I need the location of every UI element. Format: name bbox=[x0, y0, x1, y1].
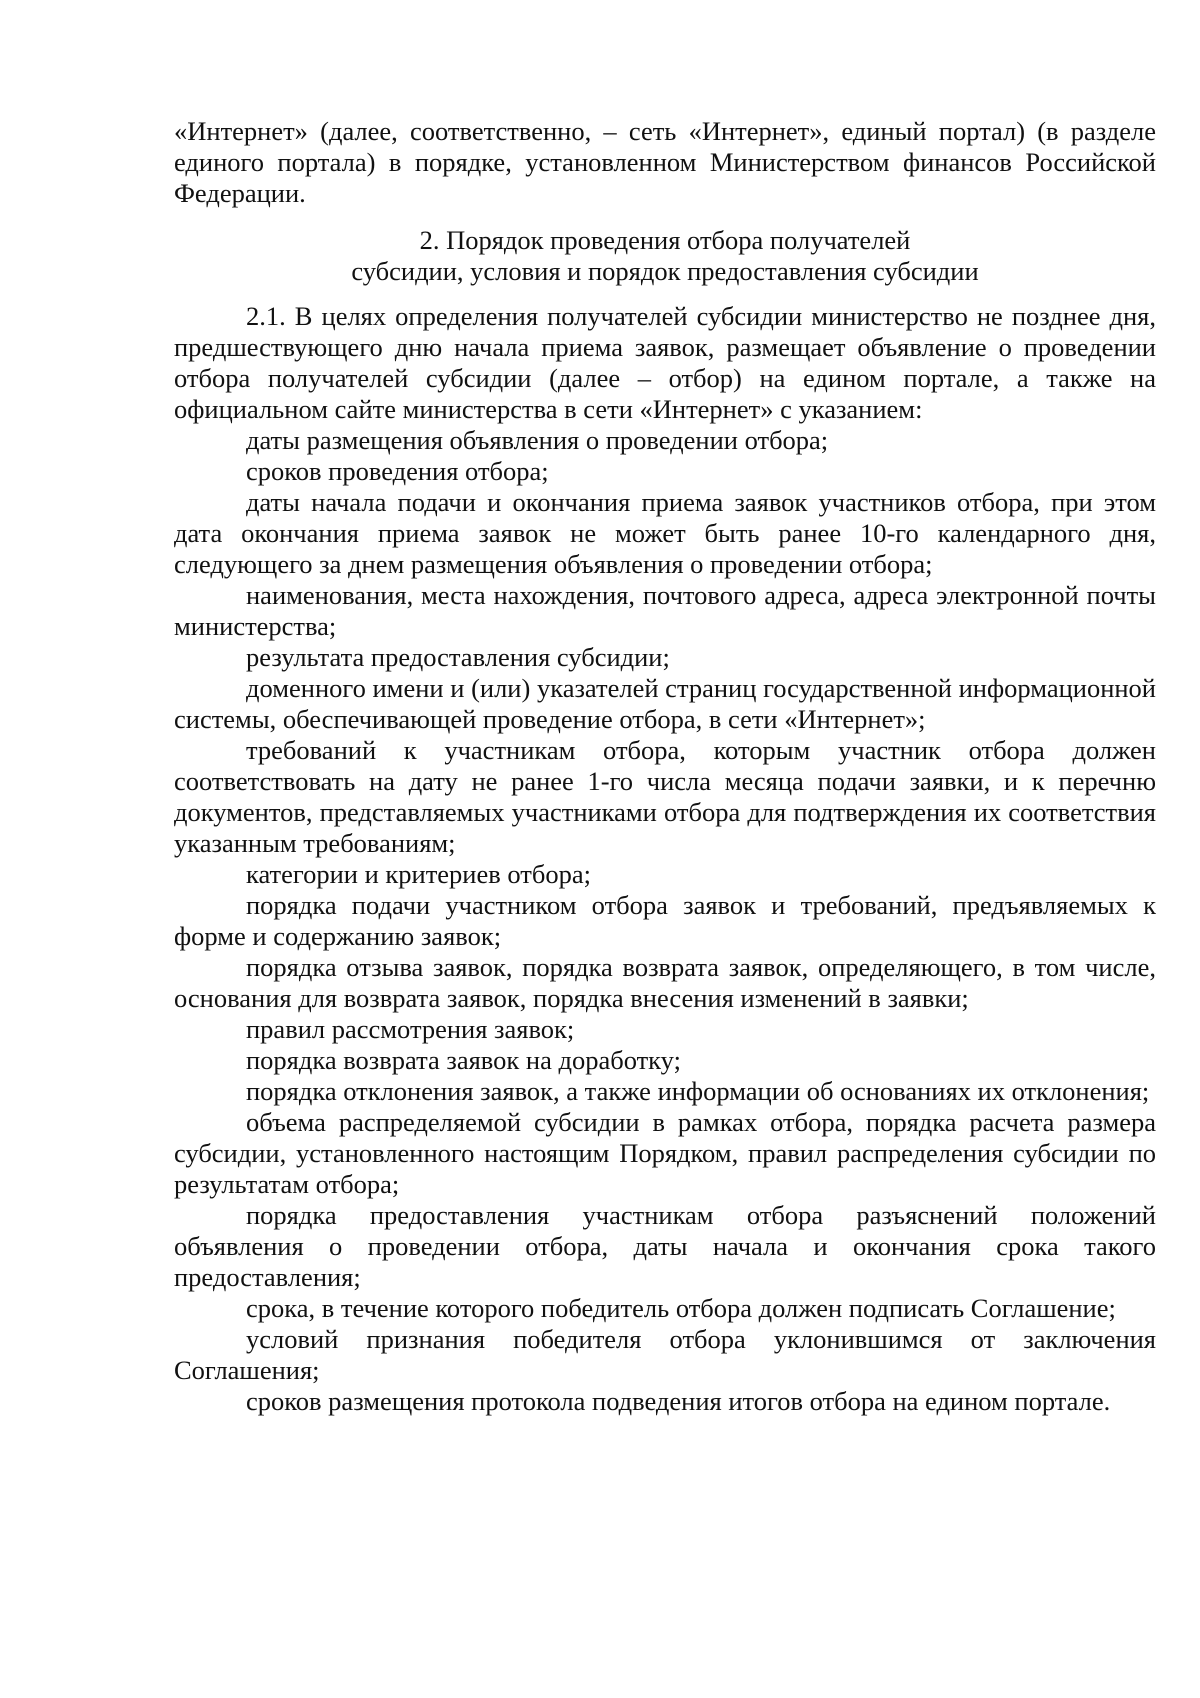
list-item: срока, в течение которого победитель отбора должен подписать Соглашение; bbox=[246, 1293, 1116, 1323]
list-item: даты размещения объявления о проведении отбора; bbox=[246, 425, 829, 455]
list-item: сроков размещения протокола подведения итогов отбора на едином портале. bbox=[246, 1386, 1111, 1416]
list-item: сроков проведения отбора; bbox=[246, 456, 549, 486]
list-item: правил рассмотрения заявок; bbox=[246, 1014, 575, 1044]
list-item: порядка возврата заявок на доработку; bbox=[246, 1045, 681, 1075]
list-item: требований к участникам отбора, которым участник отбора должен соответствовать на дату не ранее 1-го числа месяца подачи заявки, и к перечню документов, представляемых участниками отбора для подтверждения их соответствия указанным требованиям; bbox=[174, 735, 1156, 858]
list-item: наименования, места нахождения, почтового адреса, адреса электронной почты министерства; bbox=[174, 580, 1156, 641]
section-heading-line-1: 2. Порядок проведения отбора получателей bbox=[419, 225, 911, 255]
list-item: доменного имени и (или) указателей страниц государственной информационной системы, обеспечивающей проведение отбора, в сети «Интернет»; bbox=[174, 673, 1156, 734]
list-item: порядка отклонения заявок, а также информации об основаниях их отклонения; bbox=[246, 1076, 1150, 1106]
list-item: даты начала подачи и окончания приема заявок участников отбора, при этом дата окончания приема заявок не может быть ранее 10-го календарного дня, следующего за днем размещения объявления о проведении отбора; bbox=[174, 487, 1156, 579]
list-item: порядка подачи участником отбора заявок и требований, предъявляемых к форме и содержанию заявок; bbox=[174, 890, 1156, 951]
list-item: объема распределяемой субсидии в рамках отбора, порядка расчета размера субсидии, установленного настоящим Порядком, правил распределения субсидии по результатам отбора; bbox=[174, 1107, 1156, 1199]
list-item: условий признания победителя отбора уклонившимся от заключения Соглашения; bbox=[174, 1324, 1156, 1385]
list-item: результата предоставления субсидии; bbox=[246, 642, 670, 672]
section-heading-line-2: субсидии, условия и порядок предоставления субсидии bbox=[351, 256, 979, 286]
paragraph-2-1: 2.1. В целях определения получателей субсидии министерство не позднее дня, предшествующего дню начала приема заявок, размещает объявление о проведении отбора получателей субсидии (далее – отбор) на едином портале, а также на официальном сайте министерства в сети «Интернет» с указанием: bbox=[174, 301, 1156, 424]
document-page bbox=[174, 116, 1156, 1417]
section-heading bbox=[174, 225, 1156, 287]
list-item: порядка отзыва заявок, порядка возврата заявок, определяющего, в том числе, основания для возврата заявок, порядка внесения изменений в заявки; bbox=[174, 952, 1156, 1013]
list-item: категории и критериев отбора; bbox=[246, 859, 591, 889]
intro-paragraph: «Интернет» (далее, соответственно, – сеть «Интернет», единый портал) (в разделе единого портала) в порядке, установленном Министерством финансов Российской Федерации. bbox=[174, 116, 1156, 208]
list-item: порядка предоставления участникам отбора разъяснений положений объявления о проведении отбора, даты начала и окончания срока такого предоставления; bbox=[174, 1200, 1156, 1292]
